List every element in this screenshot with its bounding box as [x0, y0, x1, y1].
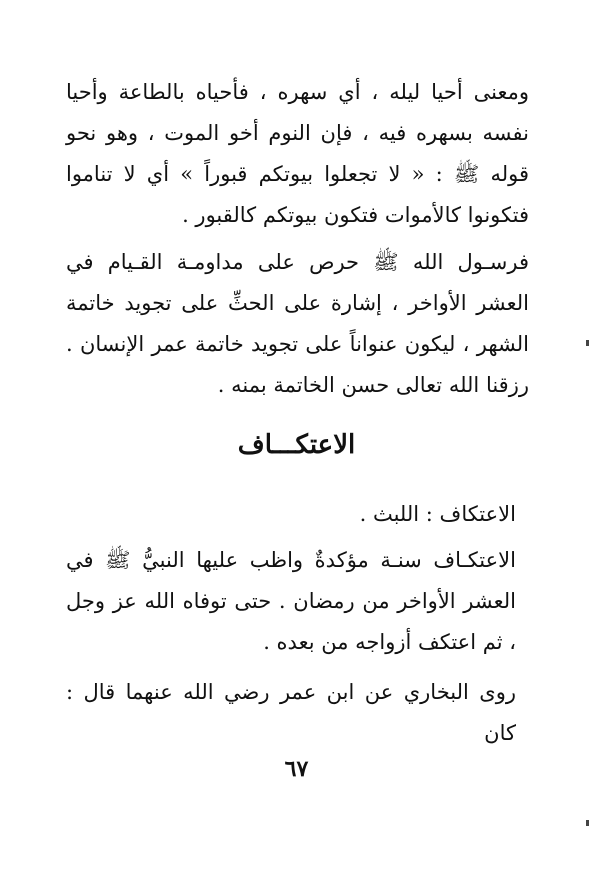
paragraph-itikaf-sunnah: الاعتكـاف سنـة مؤكدةٌ واظب عليها النبيُّ ﷺ في العشر الأواخر من رمضان . حتى توفاه الله عز وجل ، ثم اعتكف أزواجه من بعده .: [66, 548, 516, 654]
section-heading-itikaf: الاعتكـــاف: [237, 430, 356, 460]
paragraph-prophet-last-ten-nights: فرسـول الله ﷺ حرص على مداومـة القـيام في العشر الأواخر ، إشارة على الحثِّ على تجويد خاتمة الشهر ، ليكون عنواناً على تجويد خاتمة عمر الإنسان . رزقنا الله تعالى حسن الخاتمة بمنه .: [66, 250, 529, 397]
paragraph-bukhari-narration: روى البخاري عن ابن عمر رضي الله عنهما قال : كان: [66, 680, 516, 745]
paragraph-meaning-of-night-vigil: ومعنى أحيا ليله ، أي سهره ، فأحياه بالطاعة وأحيا نفسه بسهره فيه ، فإن النوم أخو الموت ، وهو نحو قوله ﷺ : « لا تجعلوا بيوتكم قبوراً » أي لا تناموا فتكونوا كالأموات فتكون بيوتكم كالقبور .: [66, 80, 529, 227]
page-number: ٦٧: [284, 756, 309, 782]
scan-edge-mark: [586, 820, 589, 826]
paragraph-itikaf-definition: الاعتكاف : اللبث .: [359, 502, 516, 526]
scan-edge-mark: [586, 340, 589, 346]
